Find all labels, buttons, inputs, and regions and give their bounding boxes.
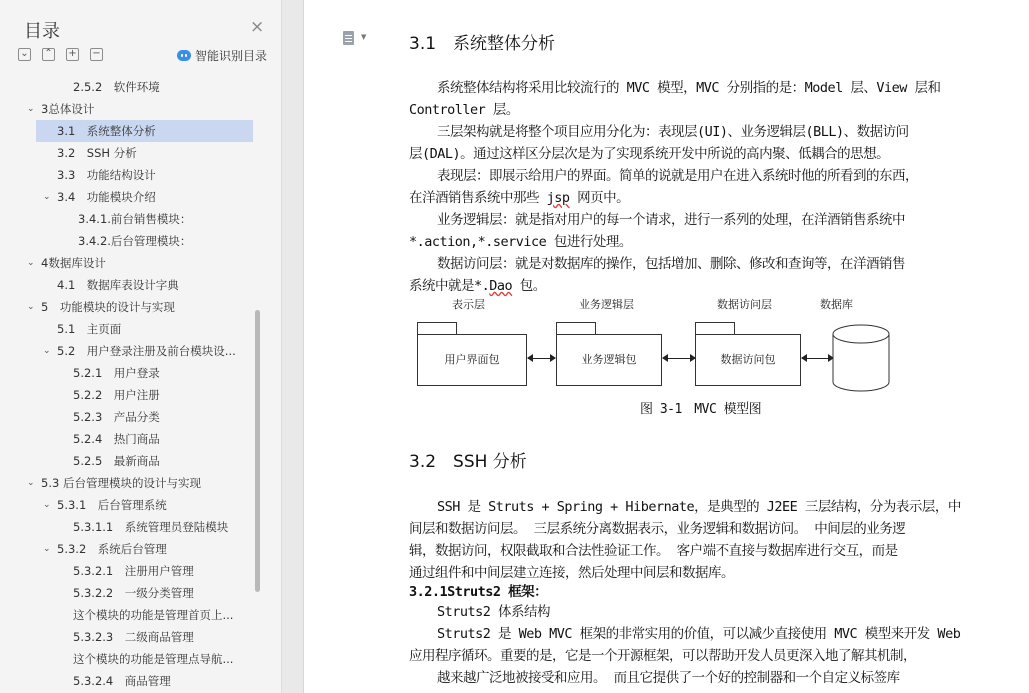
double-arrow — [802, 358, 833, 359]
chevron-down-icon[interactable]: ⌄ — [43, 544, 51, 554]
toc-item-label: 2.5.2 软件环境 — [73, 80, 160, 94]
toc-title: 目录 — [24, 21, 60, 42]
toc-item-label: 4.1 数据库表设计字典 — [57, 278, 179, 292]
toc-item[interactable] — [0, 428, 258, 450]
toc-item[interactable] — [0, 98, 258, 120]
smart-toc-button[interactable] — [177, 47, 267, 64]
chevron-down-icon[interactable]: ⌄ — [43, 192, 51, 202]
toc-item[interactable] — [0, 516, 258, 538]
toc-item[interactable] — [0, 560, 258, 582]
figure-label-business: 业务逻辑层 — [579, 298, 634, 311]
toc-item-label: 5.2.4 热门商品 — [73, 432, 160, 446]
paragraph-mvc: 系统整体结构将采用比较流行的 MVC 模型，MVC 分别指的是：Model 层、View 层和 Controller 层。 三层架构就是将整个项目应用分化为：表现层(UI)、业务逻辑层(BLL)、数据访问 层(DAL)。通过这样区分层次是为了实现系统开发中所说的高内聚、低耦合的思想。 表现层：即展示给用户的界面。简单的说就是用户在进入系统时他的所看到的东西， 在洋酒销售系统中那些 jsp 网页中。 业务逻辑层：就是指对用户的每一个请求，进行一系列的处理，在洋酒销售系统中 *.action,*.service 包进行处理。 数据访问层：就是对数据库的操作，包括增加、删除、修改和查询等，在洋酒销售 系统中就是*.Dao 包。 — [409, 80, 941, 294]
toc-item[interactable] — [0, 362, 258, 384]
figure-label-database: 数据库 — [820, 298, 853, 311]
toc-item[interactable] — [0, 252, 258, 274]
toc-item-label: 5.2.5 最新商品 — [73, 454, 160, 468]
expand-all-icon[interactable]: ⌃ — [42, 48, 55, 61]
toc-item[interactable] — [0, 186, 258, 208]
chevron-down-icon[interactable]: ⌄ — [27, 258, 35, 268]
toc-item-label: 这个模块的功能是管理首页上... — [73, 608, 234, 622]
package-tab — [556, 322, 596, 334]
toc-item-label: 3.2 SSH 分析 — [57, 146, 137, 160]
toc-item-label: 3.4.1.前台销售模块： — [78, 212, 192, 226]
toc-item[interactable] — [0, 230, 258, 252]
remove-heading-icon[interactable]: − — [90, 48, 103, 61]
package-bll: 业务逻辑包 — [556, 334, 662, 386]
document-icon[interactable] — [343, 31, 354, 45]
toc-item-label: 5 功能模块的设计与实现 — [41, 300, 175, 314]
toc-item[interactable] — [0, 274, 258, 296]
toc-item-label: 3.3 功能结构设计 — [57, 168, 156, 182]
chevron-down-icon[interactable]: ⌄ — [43, 346, 51, 356]
chevron-down-icon[interactable]: ⌄ — [27, 478, 35, 488]
struts-subtitle: Struts2 体系结构 — [437, 604, 551, 620]
toc-item[interactable] — [0, 648, 258, 670]
toc-item-label: 5.2.3 产品分类 — [73, 410, 160, 424]
toc-item[interactable] — [0, 340, 258, 362]
toc-item-label: 5.3.1 后台管理系统 — [57, 498, 167, 512]
toc-item-label: 4数据库设计 — [41, 256, 106, 270]
double-arrow — [528, 358, 555, 359]
toc-item[interactable] — [0, 538, 258, 560]
toc-item-label: 5.3.2 系统后台管理 — [57, 542, 167, 556]
toc-item[interactable] — [0, 142, 258, 164]
paragraph-ssh: SSH 是 Struts + Spring + Hibernate，是典型的 J2EE 三层结构，分为表示层，中 间层和数据访问层。 三层系统分离数据表示，业务逻辑和数据访问。 中间层的业务逻 辑，数据访问，权限截取和合法性验证工作。 客户端不直接与数据库进行交互，而是 通过组件和中间层建立连接，然后处理中间层和数据库。 — [409, 499, 961, 581]
toc-item[interactable] — [0, 582, 258, 604]
toc-item-label: 这个模块的功能是管理点导航... — [73, 652, 234, 666]
package-tab — [695, 322, 735, 334]
toc-item-label: 5.1 主页面 — [57, 322, 122, 336]
toc-item[interactable] — [0, 472, 258, 494]
toc-item-label: 5.2.1 用户登录 — [73, 366, 160, 380]
toc-item[interactable] — [0, 406, 258, 428]
toc-item-label: 5.2.2 用户注册 — [73, 388, 160, 402]
figure-caption: 图 3-1 MVC 模型图 — [640, 402, 762, 417]
toc-item-label: 5.3.2.4 商品管理 — [73, 674, 171, 688]
package-tab — [417, 322, 457, 334]
toc-item-label: 5.3 后台管理模块的设计与实现 — [41, 476, 201, 490]
ai-robot-icon — [177, 50, 191, 61]
toc-item[interactable] — [0, 164, 258, 186]
toc-item-label: 5.3.2.1 注册用户管理 — [73, 564, 194, 578]
toc-item-label: 5.3.2.3 二级商品管理 — [73, 630, 194, 644]
toc-scrollbar[interactable] — [255, 310, 260, 592]
chevron-down-icon[interactable]: ⌄ — [27, 302, 35, 312]
toc-item[interactable] — [0, 604, 258, 626]
toc-item-label: 5.3.1.1 系统管理员登陆模块 — [73, 520, 229, 534]
toc-item[interactable] — [0, 384, 258, 406]
heading-3-2: 3.2 SSH 分析 — [409, 452, 527, 472]
toc-list — [0, 76, 258, 693]
toc-item-label: 3.4 功能模块介绍 — [57, 190, 156, 204]
toc-item[interactable] — [0, 296, 258, 318]
database-cylinder-icon — [832, 324, 890, 394]
toc-item-label: 5.2 用户登录注册及前台模块设... — [57, 344, 236, 358]
package-ui: 用户界面包 — [417, 334, 527, 386]
add-heading-icon[interactable]: + — [66, 48, 79, 61]
toc-item[interactable] — [0, 318, 258, 340]
chevron-down-icon[interactable]: ⌄ — [43, 500, 51, 510]
chevron-down-icon[interactable]: ▼ — [361, 33, 367, 41]
toc-item-label: 5.3.2.2 一级分类管理 — [73, 586, 194, 600]
heading-3-2-1: 3.2.1Struts2 框架： — [409, 584, 548, 600]
figure-label-presentation: 表示层 — [452, 298, 485, 311]
toc-panel — [0, 0, 282, 693]
toc-item-label: 3总体设计 — [41, 102, 95, 116]
toc-item[interactable] — [0, 494, 258, 516]
toc-item[interactable] — [0, 208, 258, 230]
collapse-all-icon[interactable]: ⌄ — [18, 48, 31, 61]
toc-item-label: 3.4.2.后台管理模块： — [78, 234, 192, 248]
toc-item[interactable] — [0, 450, 258, 472]
toc-item[interactable] — [0, 626, 258, 648]
figure-label-dataaccess: 数据访问层 — [717, 298, 772, 311]
smart-toc-label: 智能识别目录 — [195, 49, 268, 63]
toc-item-label: 3.1 系统整体分析 — [57, 124, 156, 138]
toc-item[interactable] — [0, 670, 258, 692]
toc-item-selected[interactable] — [0, 120, 258, 142]
heading-3-1: 3.1 系统整体分析 — [409, 34, 556, 54]
close-icon[interactable]: × — [250, 17, 265, 37]
paragraph-struts: Struts2 是 Web MVC 框架的非常实用的价值，可以减少直接使用 MVC 模型来开发 Web 应用程序循环。重要的是，它是一个开源框架，可以帮助开发人员更深入地了解其机制， 越来越广泛地被接受和应用。 而且它提供了一个好的控制器和一个自定义标签库 — [409, 626, 961, 686]
package-dal: 数据访问包 — [695, 334, 801, 386]
chevron-down-icon[interactable]: ⌄ — [27, 104, 35, 114]
toc-item[interactable] — [0, 76, 258, 98]
double-arrow — [663, 358, 695, 359]
